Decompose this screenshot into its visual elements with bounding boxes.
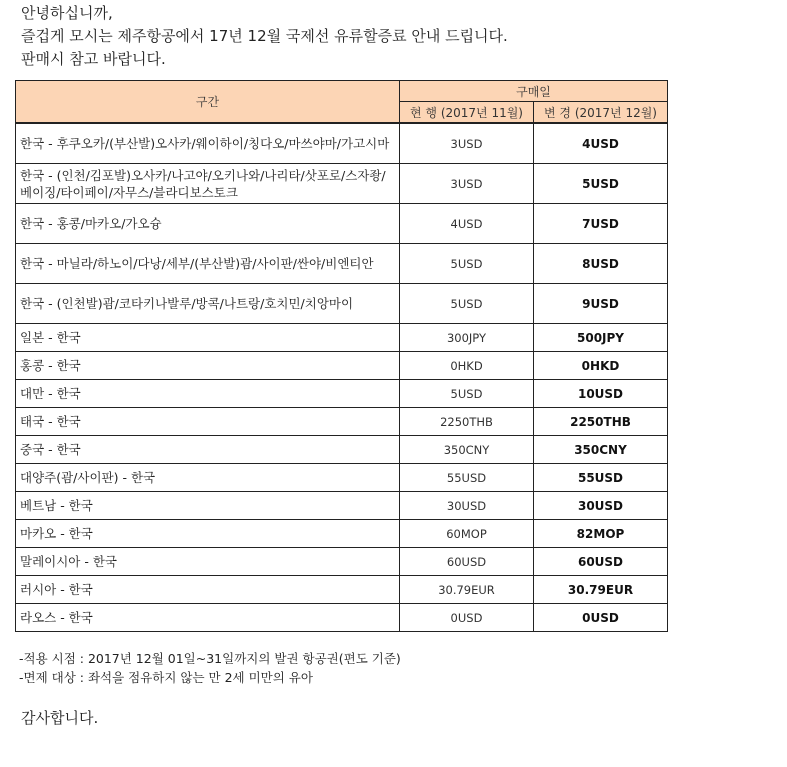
note-exemption: -면제 대상 : 좌석을 점유하지 않는 만 2세 미만의 유아 (19, 670, 313, 685)
route-cell: 한국 - 마닐라/하노이/다낭/세부/(부산발)괌/사이판/싼야/비엔티안 (16, 244, 400, 284)
new-fee-cell: 82MOP (534, 520, 668, 548)
current-fee-cell: 300JPY (400, 324, 534, 352)
greeting-line: 안녕하십니까, (21, 4, 113, 22)
route-cell: 말레이시아 - 한국 (16, 548, 400, 576)
new-fee-cell: 500JPY (534, 324, 668, 352)
current-fee-cell: 4USD (400, 204, 534, 244)
route-cell: 대만 - 한국 (16, 380, 400, 408)
current-fee-cell: 2250THB (400, 408, 534, 436)
table-body (16, 123, 668, 632)
table-row (16, 284, 668, 324)
current-fee-cell: 30.79EUR (400, 576, 534, 604)
current-fee-cell: 350CNY (400, 436, 534, 464)
note-apply-period: -적용 시점 : 2017년 12월 01일~31일까지의 발권 항공권(편도 기준) (19, 651, 401, 666)
new-fee-cell: 10USD (534, 380, 668, 408)
route-cell: 베트남 - 한국 (16, 492, 400, 520)
current-fee-cell: 55USD (400, 464, 534, 492)
new-fee-cell: 9USD (534, 284, 668, 324)
table-row (16, 204, 668, 244)
table-row (16, 520, 668, 548)
new-fee-cell: 30.79EUR (534, 576, 668, 604)
current-fee-cell: 5USD (400, 244, 534, 284)
new-fee-cell: 350CNY (534, 436, 668, 464)
route-cell: 마카오 - 한국 (16, 520, 400, 548)
current-fee-cell: 5USD (400, 380, 534, 408)
table-row (16, 164, 668, 204)
route-cell: 한국 - 후쿠오카/(부산발)오사카/웨이하이/칭다오/마쓰야마/가고시마 (16, 123, 400, 164)
table-row (16, 576, 668, 604)
route-cell: 라오스 - 한국 (16, 604, 400, 632)
route-cell: 한국 - (인천발)괌/코타키나발루/방콕/나트랑/호치민/치앙마이 (16, 284, 400, 324)
new-fee-cell: 2250THB (534, 408, 668, 436)
header-purchase-date: 구매일 (400, 81, 668, 102)
route-cell: 중국 - 한국 (16, 436, 400, 464)
current-fee-cell: 0USD (400, 604, 534, 632)
table-row (16, 436, 668, 464)
current-fee-cell: 3USD (400, 164, 534, 204)
table-row (16, 408, 668, 436)
route-cell: 한국 - 홍콩/마카오/가오슝 (16, 204, 400, 244)
current-fee-cell: 30USD (400, 492, 534, 520)
route-cell: 태국 - 한국 (16, 408, 400, 436)
header-current: 현 행 (2017년 11월) (400, 102, 534, 124)
current-fee-cell: 5USD (400, 284, 534, 324)
new-fee-cell: 55USD (534, 464, 668, 492)
new-fee-cell: 0USD (534, 604, 668, 632)
current-fee-cell: 0HKD (400, 352, 534, 380)
new-fee-cell: 8USD (534, 244, 668, 284)
new-fee-cell: 30USD (534, 492, 668, 520)
current-fee-cell: 60MOP (400, 520, 534, 548)
closing-text: 감사합니다. (21, 709, 99, 727)
table-row (16, 492, 668, 520)
table-row (16, 352, 668, 380)
route-cell: 한국 - (인천/김포발)오사카/나고야/오키나와/나리타/삿포로/스자좡/베이징/타이페이/자무스/블라디보스토크 (16, 164, 400, 204)
new-fee-cell: 4USD (534, 123, 668, 164)
route-cell: 대양주(괌/사이판) - 한국 (16, 464, 400, 492)
new-fee-cell: 60USD (534, 548, 668, 576)
new-fee-cell: 7USD (534, 204, 668, 244)
notes (19, 649, 401, 687)
table-row (16, 548, 668, 576)
current-fee-cell: 60USD (400, 548, 534, 576)
route-cell: 일본 - 한국 (16, 324, 400, 352)
table-row (16, 123, 668, 164)
fuel-surcharge-table (15, 80, 668, 632)
table-row (16, 604, 668, 632)
new-fee-cell: 5USD (534, 164, 668, 204)
route-cell: 홍콩 - 한국 (16, 352, 400, 380)
table-row (16, 464, 668, 492)
route-cell: 러시아 - 한국 (16, 576, 400, 604)
intro-text (21, 2, 508, 71)
reference-line: 판매시 참고 바랍니다. (21, 50, 166, 68)
table-row (16, 244, 668, 284)
new-fee-cell: 0HKD (534, 352, 668, 380)
table-row (16, 380, 668, 408)
header-route: 구간 (16, 81, 400, 124)
header-new: 변 경 (2017년 12월) (534, 102, 668, 124)
announcement-line: 즐겁게 모시는 제주항공에서 17년 12월 국제선 유류할증료 안내 드립니다. (21, 27, 508, 45)
table-row (16, 324, 668, 352)
current-fee-cell: 3USD (400, 123, 534, 164)
